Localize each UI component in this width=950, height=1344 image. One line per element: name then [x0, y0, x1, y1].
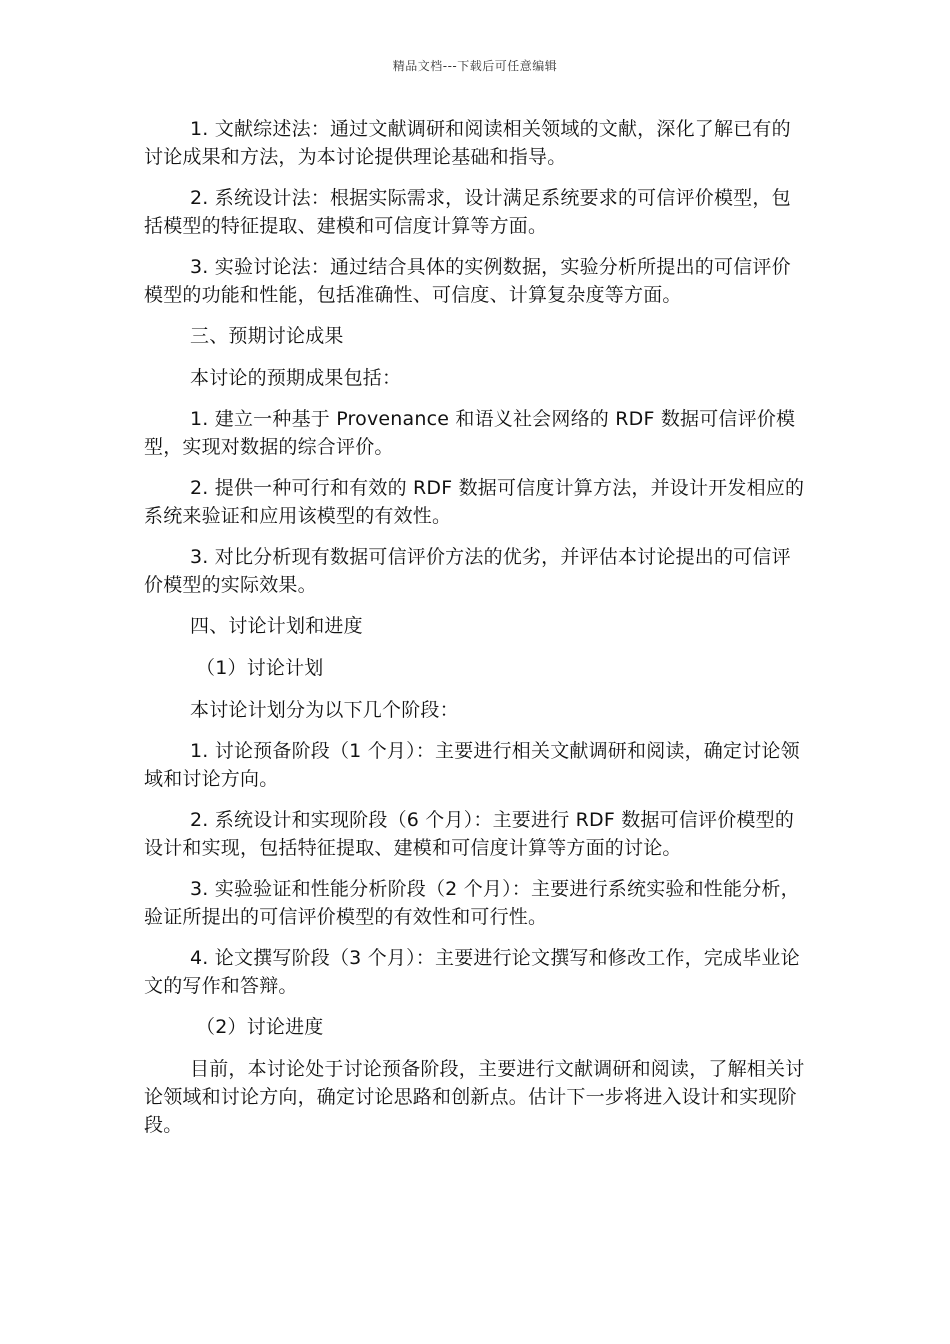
method-system-design: 2. 系统设计法：根据实际需求，设计满足系统要求的可信评价模型，包括模型的特征提取、建模和可信度计算等方面。	[144, 187, 791, 237]
plan-stage-2: 2. 系统设计和实现阶段（6 个月）：主要进行 RDF 数据可信评价模型的设计和实现，包括特征提取、建模和可信度计算等方面的讨论。	[144, 809, 795, 859]
page-header: 精品文档---下载后可任意编辑	[392, 59, 558, 73]
plan-stage-1: 1. 讨论预备阶段（1 个月）：主要进行相关文献调研和阅读，确定讨论领域和讨论方向。	[144, 740, 800, 790]
subheading-plan: （1）讨论计划	[196, 657, 324, 679]
expected-result-2: 2. 提供一种可行和有效的 RDF 数据可信度计算方法，并设计开发相应的系统来验证和应用该模型的有效性。	[144, 477, 805, 527]
expected-result-1: 1. 建立一种基于 Provenance 和语义社会网络的 RDF 数据可信评价模型，实现对数据的综合评价。	[144, 408, 796, 458]
section-heading-expected-results: 三、预期讨论成果	[190, 325, 344, 347]
plan-stage-4: 4. 论文撰写阶段（3 个月）：主要进行论文撰写和修改工作，完成毕业论文的写作和答辩。	[144, 947, 800, 997]
subheading-progress: （2）讨论进度	[196, 1016, 324, 1038]
plan-stage-3: 3. 实验验证和性能分析阶段（2 个月）：主要进行系统实验和性能分析，验证所提出的可信评价模型的有效性和可行性。	[144, 878, 800, 928]
method-literature-review: 1. 文献综述法：通过文献调研和阅读相关领域的文献，深化了解已有的讨论成果和方法，为本讨论提供理论基础和指导。	[144, 118, 791, 168]
expected-result-3: 3. 对比分析现有数据可信评价方法的优劣，并评估本讨论提出的可信评价模型的实际效果。	[144, 546, 791, 596]
method-experiment: 3. 实验讨论法：通过结合具体的实例数据，实验分析所提出的可信评价模型的功能和性能，包括准确性、可信度、计算复杂度等方面。	[144, 256, 791, 306]
section-heading-plan-progress: 四、讨论计划和进度	[190, 615, 363, 637]
plan-intro: 本讨论计划分为以下几个阶段：	[190, 699, 459, 721]
progress-text: 目前，本讨论处于讨论预备阶段，主要进行文献调研和阅读，了解相关讨论领域和讨论方向，确定讨论思路和创新点。估计下一步将进入设计和实现阶段。	[144, 1058, 805, 1136]
document-body	[144, 115, 809, 1152]
expected-results-intro: 本讨论的预期成果包括：	[190, 367, 402, 389]
